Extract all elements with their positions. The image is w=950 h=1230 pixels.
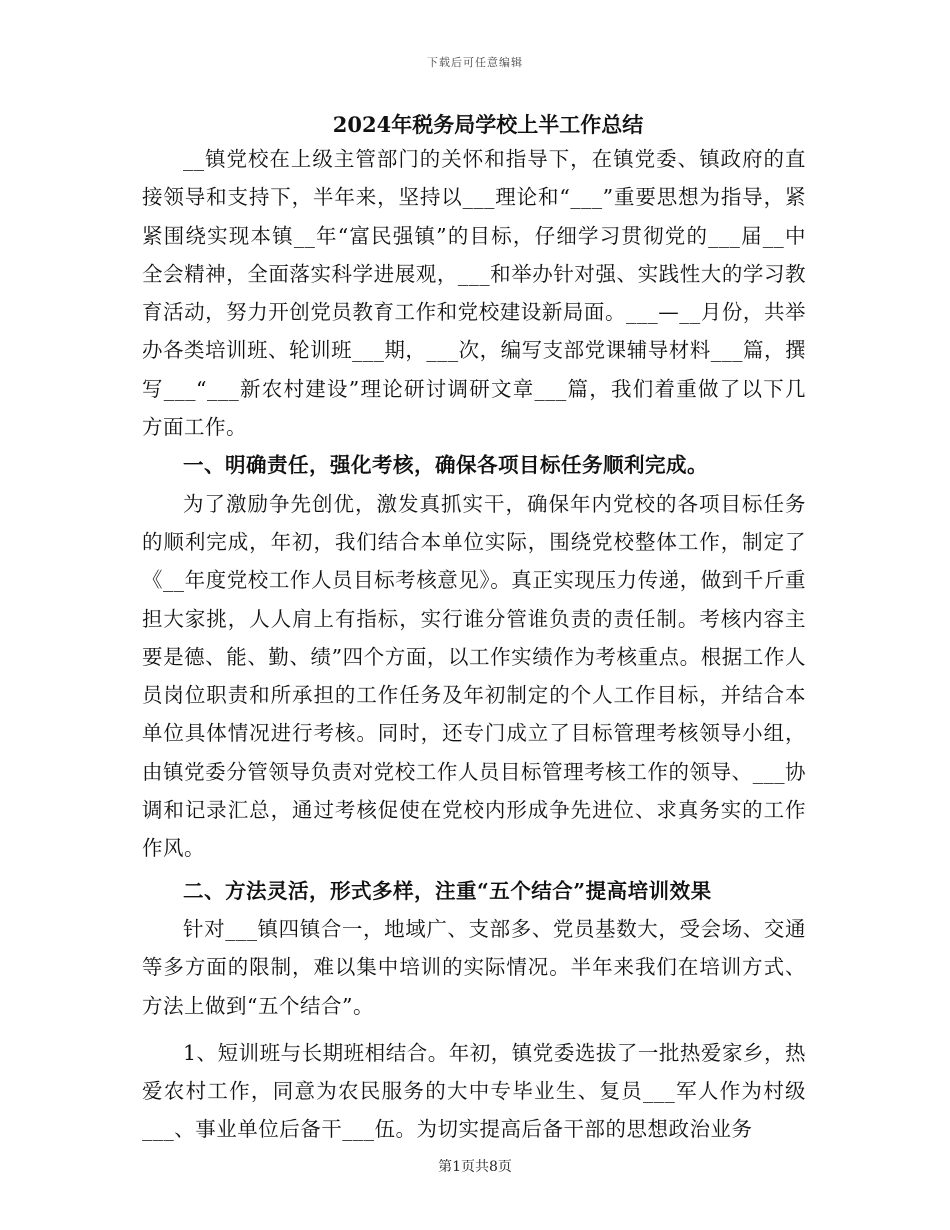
paragraph-item-1: 1、短训班与长期班相结合。年初，镇党委选拔了一批热爱家乡，热爱农村工作，同意为农民服务的大中专毕业生、复员___军人作为村级___、事业单位后备干___伍。为切实提高后备干部的思想政治业务 — [142, 1040, 806, 1142]
section-heading-2: 二、方法灵活，形式多样，注重“五个结合”提高培训效果 — [183, 878, 712, 903]
page-footer: 第1页共8页 — [438, 1159, 512, 1175]
header-note: 下载后可任意编辑 — [427, 56, 523, 69]
document-body — [142, 110, 806, 1149]
paragraph-intro: __镇党校在上级主管部门的关怀和指导下，在镇党委、镇政府的直接领导和支持下，半年来，坚持以___理论和“___”重要思想为指导，紧紧围绕实现本镇__年“富民强镇”的目标，仔细学习贯彻党的___届__中全会精神，全面落实科学进展观，___和举办针对强、实践性大的学习教育活动，努力开创党员教育工作和党校建设新局面。___—__月份，共举办各类培训班、轮训班___期，___次，编写支部党课辅导材料___篇，撰写___“___新农村建设”理论研讨调研文章___篇，我们着重做了以下几方面工作。 — [142, 147, 806, 440]
paragraph-section-2: 针对___镇四镇合一，地域广、支部多、党员基数大，受会场、交通等多方面的限制，难以集中培训的实际情况。半年来我们在培训方式、方法上做到“五个结合”。 — [142, 916, 806, 1018]
paragraph-section-1: 为了激励争先创优，激发真抓实干，确保年内党校的各项目标任务的顺利完成，年初，我们结合本单位实际，围绕党校整体工作，制定了《__年度党校工作人员目标考核意见》。真正实现压力传递，做到千斤重担大家挑，人人肩上有指标，实行谁分管谁负责的责任制。考核内容主要是德、能、勤、绩”四个方面，以工作实绩作为考核重点。根据工作人员岗位职责和所承担的工作任务及年初制定的个人工作目标，并结合本单位具体情况进行考核。同时，还专门成立了目标管理考核领导小组，由镇党委分管领导负责对党校工作人员目标管理考核工作的领导、___协调和记录汇总，通过考核促使在党校内形成争先进位、求真务实的工作作风。 — [142, 491, 806, 861]
section-heading-1: 一、明确责任，强化考核，确保各项目标任务顺利完成。 — [183, 453, 708, 478]
document-title: 2024年税务局学校上半工作总结 — [332, 112, 644, 137]
